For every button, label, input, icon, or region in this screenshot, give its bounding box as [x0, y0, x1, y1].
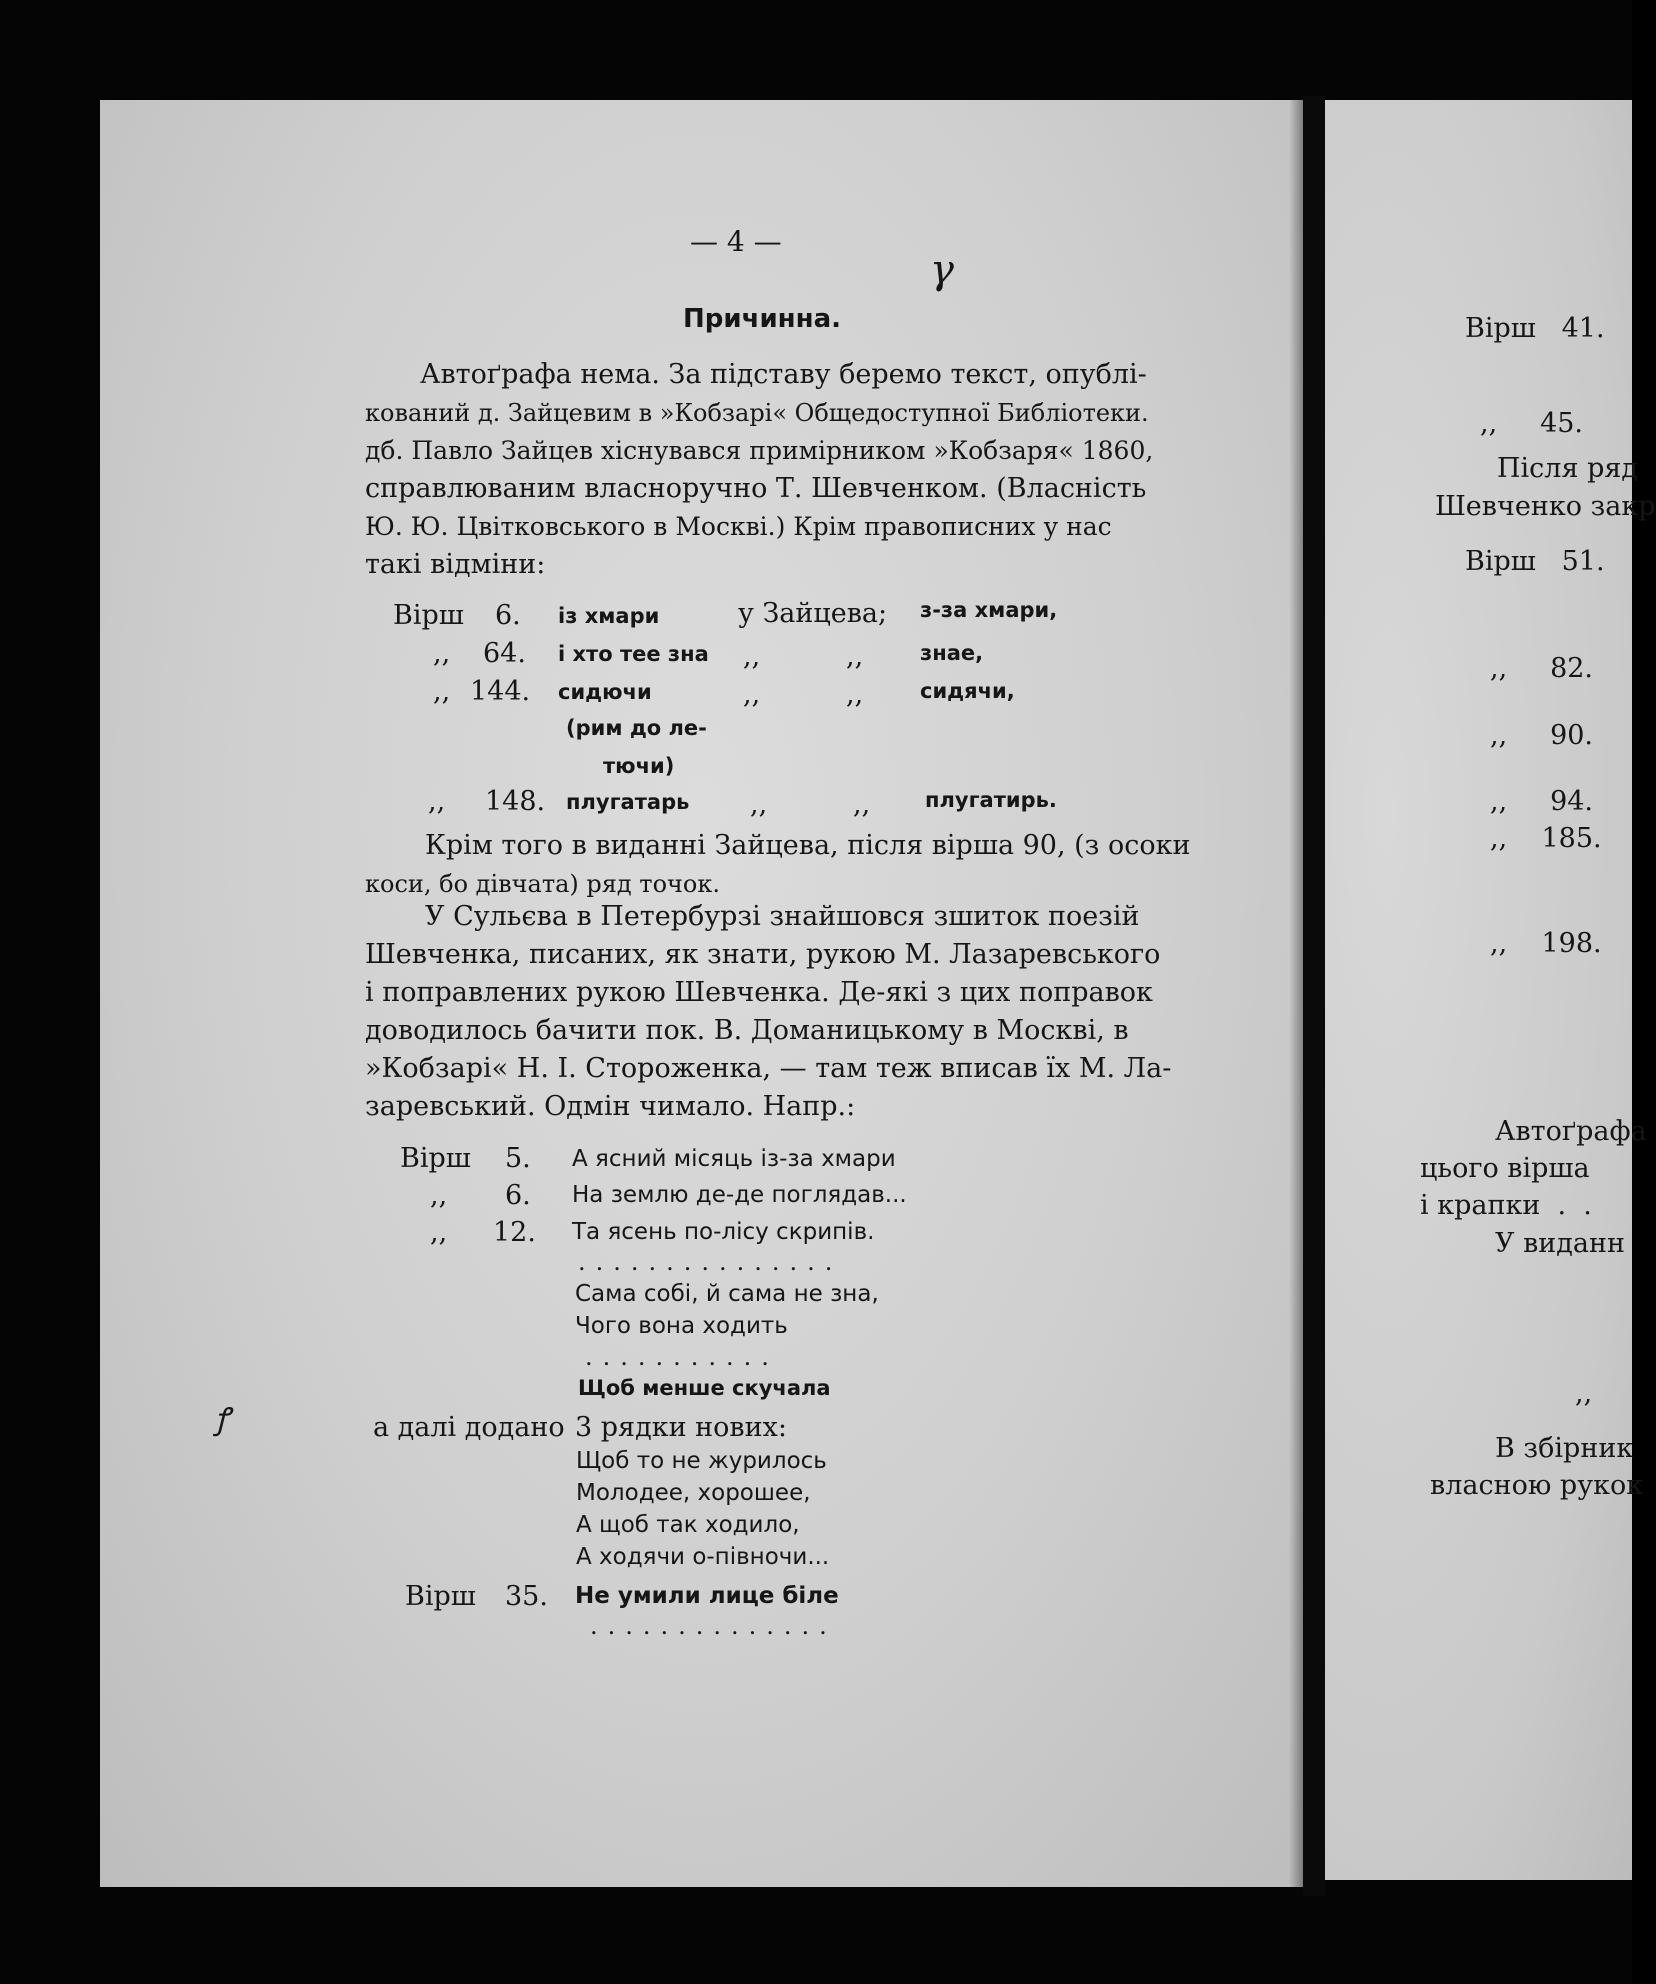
variant-alt: плугатирь. [925, 788, 1057, 812]
text-line: коси, бо дівчата) ряд точок. [365, 870, 720, 898]
text-line: »Кобзарі« Н. І. Стороженка, — там теж вписав їх М. Ла- [365, 1053, 1172, 1084]
variant-alt: сидячи, [920, 679, 1015, 703]
right-page-line: Після ряд [1497, 453, 1639, 484]
variant-num: 64. [483, 638, 526, 669]
variant-source: ,, ,, [750, 789, 871, 820]
variant-text: і хто тее зна [558, 642, 709, 666]
right-page-line: ,, 45. [1480, 408, 1584, 439]
variant-num: 5. [505, 1143, 531, 1174]
variant-text: На землю де-де поглядав... [572, 1182, 907, 1208]
right-page-line: ,, 185. [1490, 823, 1602, 854]
text-line: такі відміни: [365, 549, 546, 580]
text-line: доводилось бачити пок. В. Доманицькому в Москві, в [365, 1015, 1129, 1046]
handwritten-mark: γ [930, 247, 954, 293]
right-page-line: цього вірша [1420, 1153, 1590, 1184]
right-page-line: Вірш 51. [1465, 546, 1605, 577]
variant-num: 35. [505, 1581, 548, 1612]
variant-alt: знае, [920, 641, 984, 665]
variant-text: (рим до ле- [566, 716, 707, 740]
text-line: справлюваним власноручно Т. Шевченком. (Власність [365, 473, 1147, 504]
ellipsis-dots: ............... [578, 1248, 843, 1276]
right-page-line: Автоґрафа [1495, 1116, 1647, 1147]
book-gutter [1303, 96, 1325, 1896]
variant-num: 12. [493, 1217, 536, 1248]
margin-mark: ꝭ [215, 1402, 230, 1437]
right-page-line: ,, 94. [1490, 786, 1594, 817]
poem-line: Щоб менше скучала [578, 1376, 831, 1400]
right-page-line: власною рукок [1430, 1470, 1644, 1501]
variant-source: ,, ,, [743, 641, 864, 672]
right-page-line: ,, 198. [1490, 928, 1602, 959]
text-line: Автоґрафа нема. За підставу беремо текст, опублі- [420, 359, 1147, 390]
variant-label: ,, [433, 676, 451, 707]
variant-text: А ясний місяць із-за хмари [572, 1146, 896, 1172]
right-page-line: У виданн [1495, 1228, 1626, 1259]
added-text: 3 рядки нових: [575, 1412, 787, 1443]
ellipsis-dots: ........... [585, 1343, 779, 1371]
text-line: кований д. Зайцевим в »Кобзарі« Общедоступної Библіотеки. [365, 399, 1149, 427]
variant-text: Та ясень по-лісу скрипів. [572, 1219, 875, 1245]
paragraph-3 [365, 898, 1170, 1126]
added-label: а далі додано [373, 1412, 565, 1443]
text-line: У Сульєва в Петербурзі знайшовся зшиток поезій [425, 901, 1140, 932]
ellipsis-dots: .............. [590, 1612, 837, 1640]
variant-text: сидючи [558, 680, 652, 704]
variant-text: Не умили лице біле [575, 1583, 839, 1609]
poem-line: А щоб так ходило, [576, 1512, 800, 1538]
variant-num: 6. [505, 1180, 531, 1211]
poem-line: А ходячи о-півночи... [576, 1544, 830, 1570]
variant-label: ,, [433, 638, 451, 669]
text-line: Ю. Ю. Цвітковського в Москві.) Крім правописних у нас [365, 512, 1112, 541]
page-number: — 4 — [690, 225, 782, 258]
variant-source: ,, ,, [743, 679, 864, 710]
text-line: Шевченка, писаних, як знати, рукою М. Лазаревського [365, 939, 1161, 970]
right-page-line: ,, [1575, 1378, 1593, 1409]
variant-text: тючи) [603, 754, 675, 778]
variant-num: 144. [470, 676, 531, 707]
right-page-line: і крапки . . [1420, 1190, 1592, 1221]
variant-alt: з-за хмари, [920, 598, 1058, 622]
variant-text: плугатарь [566, 790, 690, 814]
variant-label: Вірш [405, 1581, 476, 1612]
right-page-line: ,, 82. [1490, 653, 1594, 684]
text-line: дб. Павло Зайцев хіснувався примірником »Кобзаря« 1860, [365, 436, 1154, 465]
poem-line: Щоб то не журилось [576, 1448, 827, 1474]
text-line: і поправлених рукою Шевченка. Де-які з цих поправок [365, 977, 1153, 1008]
page-title: Причинна. [683, 304, 842, 334]
text-line: Крім того в виданні Зайцева, після вірша 90, (з осоки [425, 830, 1191, 861]
poem-line: Сама собі, й сама не зна, [575, 1281, 879, 1307]
variant-num: 148. [485, 786, 546, 817]
right-page-line: Шевченко закр [1435, 491, 1656, 522]
right-page-line: ,, 90. [1490, 720, 1594, 751]
right-page-line: В збірник [1495, 1433, 1634, 1464]
variant-label: Вірш [393, 600, 464, 631]
variant-label: ,, [430, 1180, 448, 1211]
paragraph-2 [365, 827, 1191, 903]
variant-text: із хмари [558, 604, 660, 628]
variant-label: ,, [428, 786, 446, 817]
right-page-line: Вірш 41. [1465, 313, 1605, 344]
variant-num: 6. [495, 600, 521, 631]
paragraph-1 [365, 356, 1170, 584]
variant-label: ,, [430, 1217, 448, 1248]
variant-label: Вірш [400, 1143, 471, 1174]
poem-line: Молодее, хорошее, [576, 1480, 811, 1506]
text-line: заревський. Одмін чимало. Напр.: [365, 1091, 856, 1122]
poem-line: Чого вона ходить [575, 1313, 788, 1339]
variant-source: у Зайцева; [738, 598, 888, 629]
